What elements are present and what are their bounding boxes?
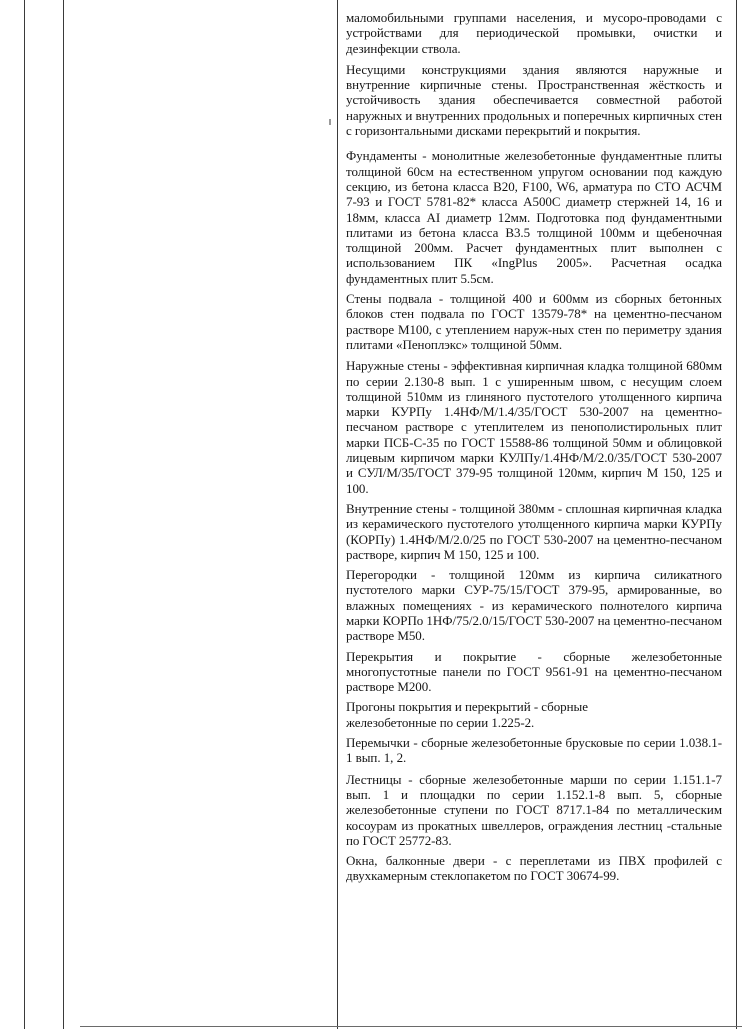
paragraph-windows: Окна, балконные двери - с переплетами из ПВХ профилей с двухкамерным стеклопакетом по ГОСТ 30674-99. <box>346 853 722 884</box>
bottom-rule <box>80 1026 742 1027</box>
paragraph-external-walls: Наружные стены - эффективная кирпичная кладка толщиной 680мм по серии 2.130-8 вып. 1 с уширенным швом, с несущим слоем толщиной 510мм из глиняного пустотелого утолщенного кирпича марки КУРПу 1.4НФ/М/1.4/35/ГОСТ 530-2007 на цементно-песчаном растворе с утеплителем из пенополистирольных плит марки ПСБ-С-35 по ГОСТ 15588-86 толщиной 50мм и облицовкой лицевым кирпичом марки КУЛПу/1.4НФ/М/2.0/35/ГОСТ 530-2007 и СУЛ/М/35/ГОСТ 379-95 толщиной 120мм, кирпич М 150, 125 и 100. <box>346 358 722 496</box>
paragraph-basement-walls: Стены подвала - толщиной 400 и 600мм из сборных бетонных блоков стен подвала по ГОСТ 13579-78* на цементно-песчаном растворе М100, с утеплением наруж-ных стен по периметру здания плитами «Пеноплэкс» толщиной 50мм. <box>346 291 722 352</box>
paragraph-lintels: Перемычки - сборные железобетонные брусковые по серии 1.038.1-1 вып. 1, 2. <box>346 735 722 766</box>
table-right-border <box>736 0 737 1029</box>
content-cell <box>346 10 722 884</box>
table-column-divider-2 <box>337 0 338 1029</box>
paragraph-load-bearing: Несущими конструкциями здания являются наружные и внутренние кирпичные стены. Пространственная жёсткость и устойчивость здания обеспечивается совместной работой наружных и внутренних продольных и поперечных кирпичных стен с горизонтальными дисками перекрытий и покрытия. <box>346 61 722 139</box>
scan-speck <box>329 119 331 125</box>
paragraph-intro: маломобильными группами населения, и мусоро-проводами с устройствами для периодической промывки, очистки и дезинфекции ствола. <box>346 10 722 56</box>
table-left-border <box>24 0 25 1029</box>
table-column-divider-1 <box>63 0 64 1029</box>
paragraph-internal-walls: Внутренние стены - толщиной 380мм - сплошная кирпичная кладка из керамического пустотелого утолщенного кирпича марки КУРПу (КОРПу) 1.4НФ/М/2.0/25 по ГОСТ 530-2007 на цементно-песчаном растворе, кирпич М 150, 125 и 100. <box>346 500 722 562</box>
paragraph-partitions: Перегородки - толщиной 120мм из кирпича силикатного пустотелого марки СУР-75/15/ГОСТ 379-95, армированные, во влажных помещениях - из керамического полнотелого кирпича марки КОРПо 1НФ/75/2.0/15/ГОСТ 530-2007 на цементно-песчаном растворе М50. <box>346 567 723 644</box>
paragraph-foundations: Фундаменты - монолитные железобетонные фундаментные плиты толщиной 60см на естественном упругом основании под каждую секцию, из бетона класса В20, F100, W6, арматура по СТО АСЧМ 7-93 и ГОСТ 5781-82* класса А500С диаметр стержней 14, 16 и 18мм, класса AI диаметр 12мм. Подготовка под фундаментными плитами из бетона класса В3.5 толщиной 100мм и щебеночная толщиной 200мм. Расчет фундаментных плит выполнен с использованием ПК «IngPlus 2005». Расчетная осадка фундаментных плит 5.5см. <box>346 148 722 286</box>
paragraph-purlins: Прогоны покрытия и перекрытий - сборные железобетонные по серии 1.225-2. <box>346 699 588 730</box>
paragraph-stairs: Лестницы - сборные железобетонные марши по серии 1.151.1-7 вып. 1 и площадки по серии 1.152.1-8 вып. 5, сборные железобетонные ступени по ГОСТ 8717.1-84 по металлическим косоурам из прокатных швеллеров, ограждения лестниц -стальные по ГОСТ 25772-83. <box>346 771 722 848</box>
paragraph-floors: Перекрытия и покрытие - сборные железобетонные многопустотные панели по ГОСТ 9561-91 на цементно-песчаном растворе М200. <box>346 648 722 695</box>
